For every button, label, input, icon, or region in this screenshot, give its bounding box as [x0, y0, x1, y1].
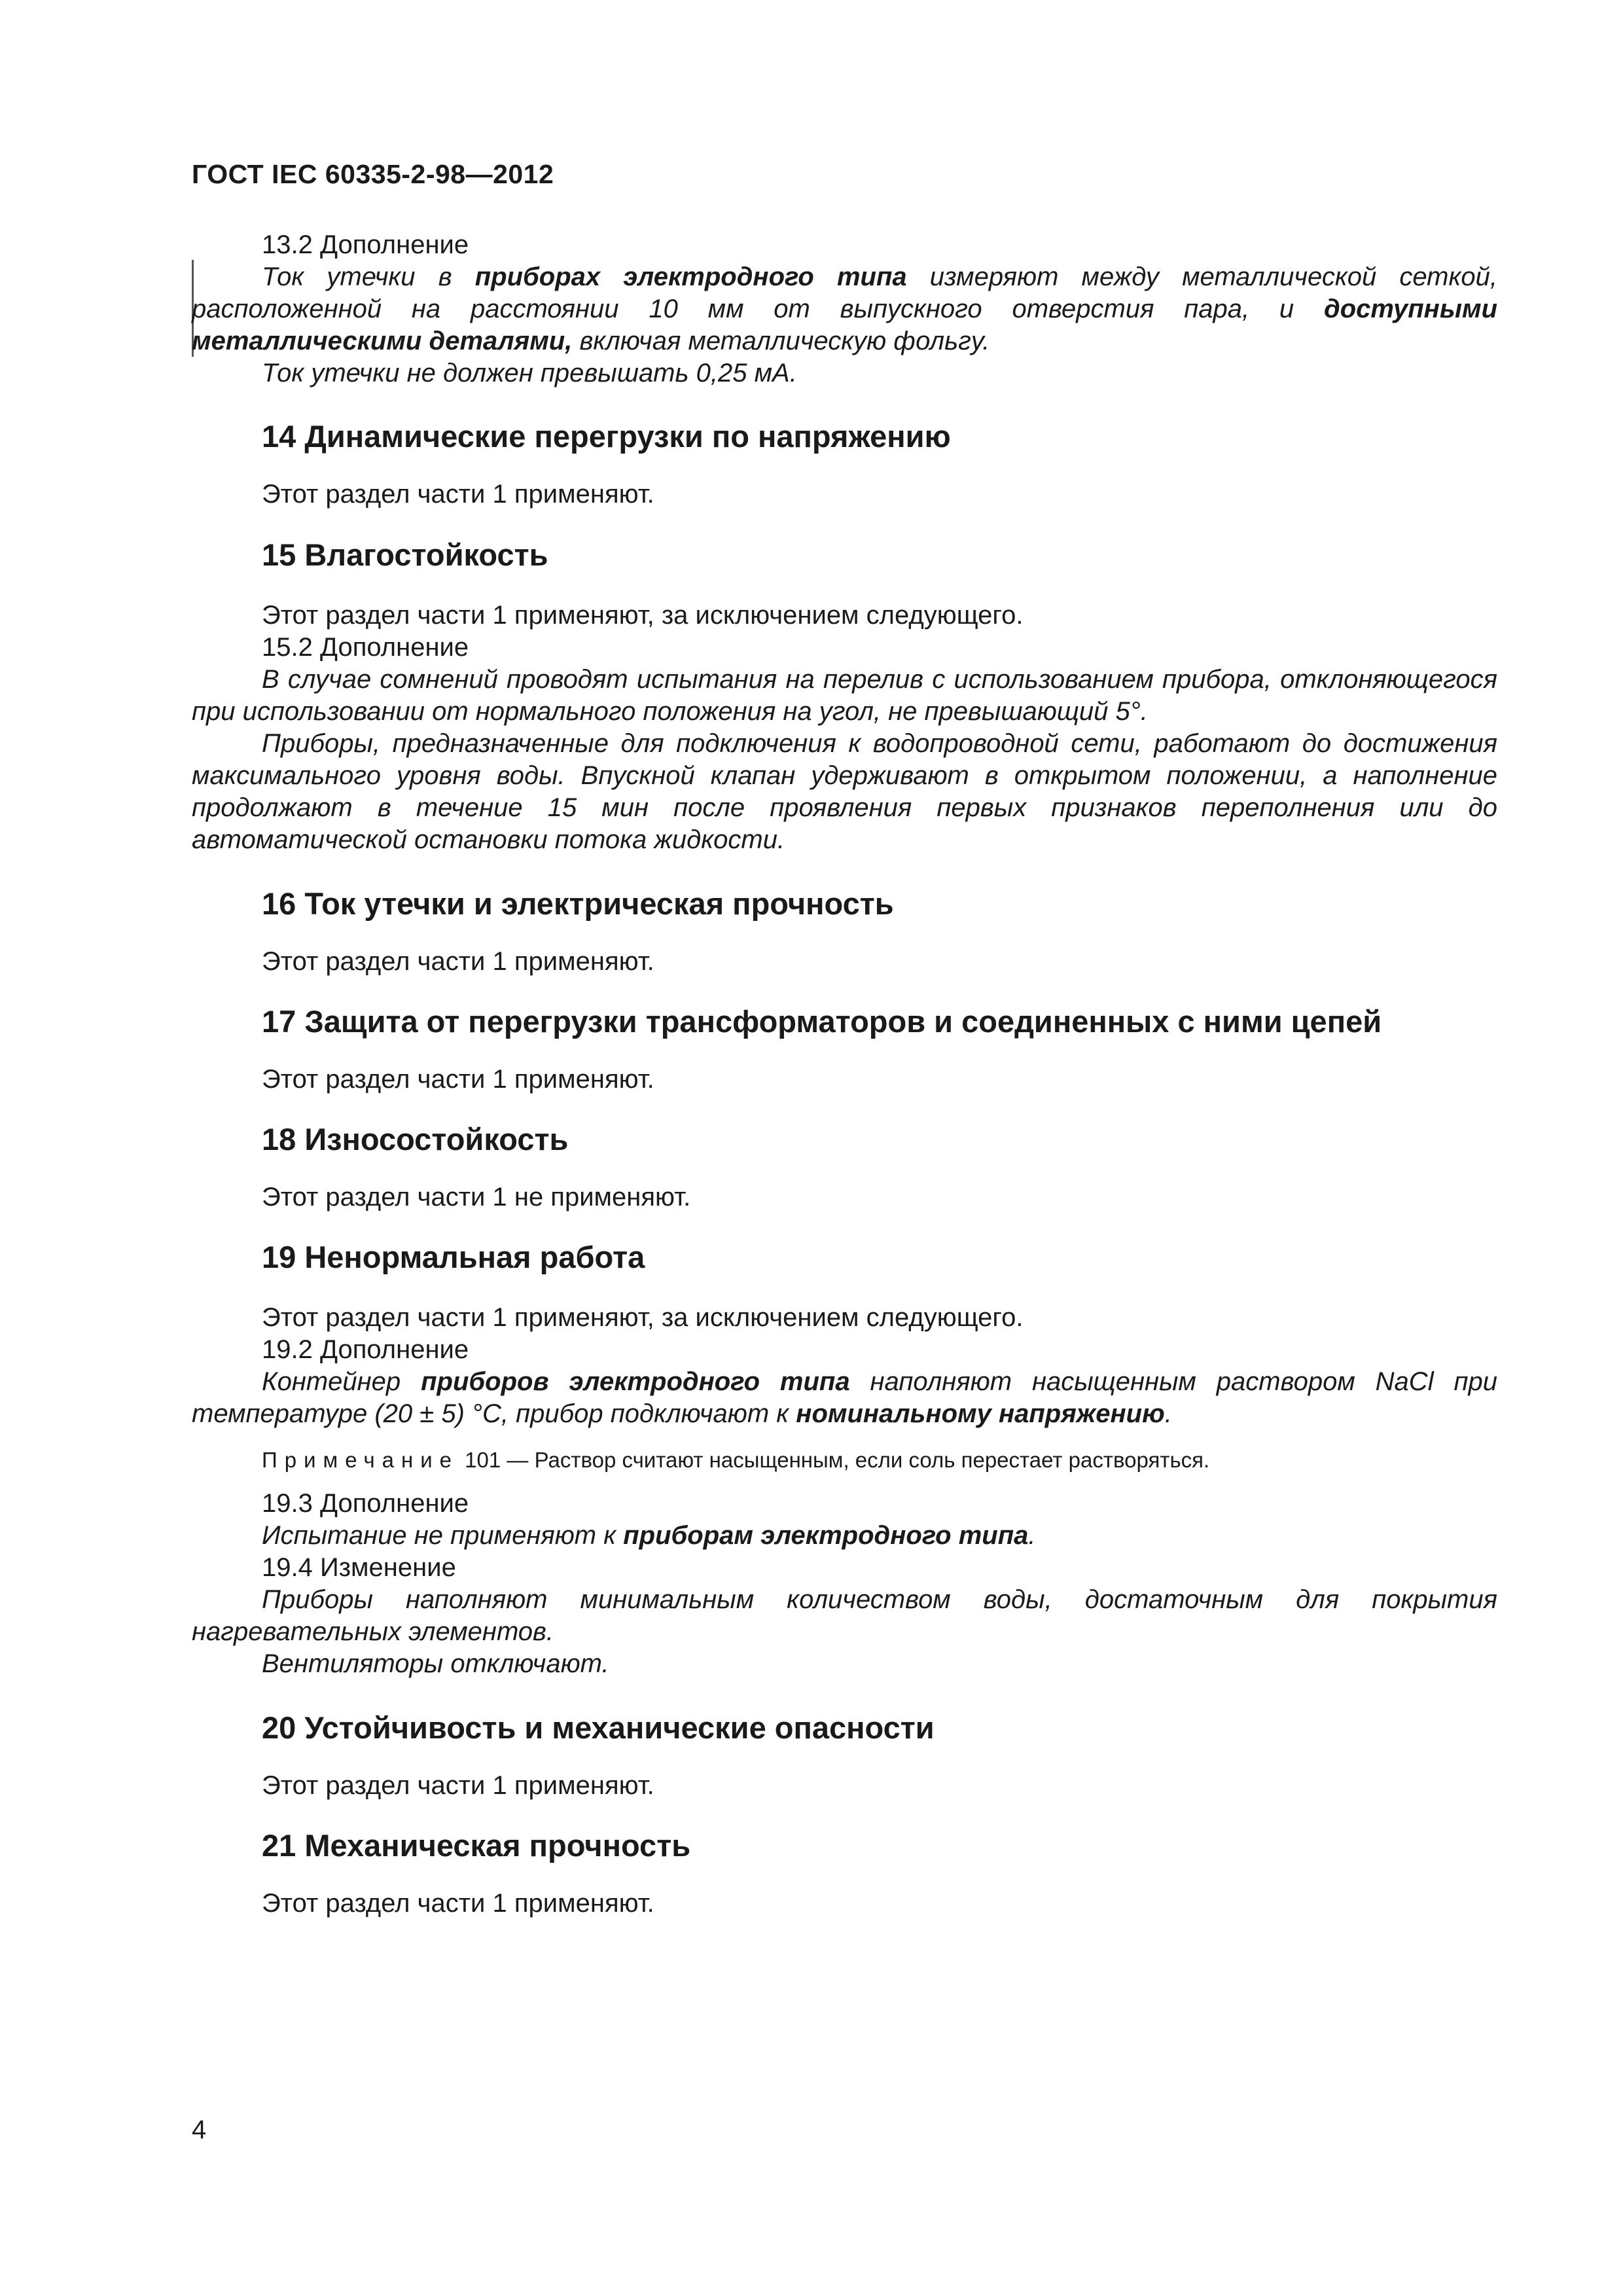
section-19-text: Этот раздел части 1 применяют, за исключением следующего. — [262, 1303, 1024, 1332]
text-run: . — [1164, 1399, 1172, 1428]
term-bold: приборах электродного типа — [474, 262, 907, 291]
term-bold: номинальному напряжению — [796, 1399, 1165, 1428]
section-15-text: Этот раздел части 1 применяют, за исключением следующего. — [262, 601, 1024, 630]
note-label: Примечание — [262, 1448, 459, 1472]
section-21-title: 21 Механическая прочность — [262, 1828, 691, 1863]
text-run: измеряют между металлической сеткой, расположенной на расстоянии 10 мм от выпускного отверстия пара, и — [192, 262, 1497, 323]
text-run: Контейнер — [262, 1367, 421, 1396]
paragraph-15-2-2: Приборы, предназначенные для подключения к водопроводной сети, работают до достижения максимального уровня воды. Впускной клапан удерживают в открытом положении, а наполнение продолжают в течение 15 мин после проявления первых признаков переполнения или до автоматической остановки потока жидкости. — [192, 729, 1497, 854]
paragraph-19-4-1: Приборы наполняют минимальным количеством воды, достаточным для покрытия нагревательных элементов. — [192, 1585, 1497, 1646]
note-101 — [192, 1446, 1497, 1475]
term-bold: приборов электродного типа — [421, 1367, 850, 1396]
subsection-19-4: 19.4 Изменение — [262, 1553, 456, 1582]
document-body — [192, 229, 1497, 1920]
paragraph-13-2-2: Ток утечки не должен превышать 0,25 мА. — [262, 359, 797, 387]
page-number: 4 — [192, 2115, 207, 2144]
section-17-title: 17 Защита от перегрузки трансформаторов и соединенных с ними цепей — [262, 1004, 1382, 1039]
subsection-15-2: 15.2 Дополнение — [262, 633, 469, 662]
section-17-text: Этот раздел части 1 применяют. — [262, 1065, 654, 1094]
section-15-title: 15 Влагостойкость — [262, 537, 548, 572]
paragraph-19-2 — [192, 1366, 1497, 1430]
section-14-text: Этот раздел части 1 применяют. — [262, 480, 654, 509]
section-21-text: Этот раздел части 1 применяют. — [262, 1889, 654, 1918]
subsection-13-2: 13.2 Дополнение — [262, 230, 469, 259]
text-run: . — [1028, 1521, 1036, 1550]
section-18-title: 18 Износостойкость — [262, 1122, 569, 1157]
text-run: включая металлическую фольгу. — [572, 327, 990, 355]
text-run: Испытание не применяют к — [262, 1521, 624, 1550]
subsection-19-2: 19.2 Дополнение — [262, 1335, 469, 1364]
text-run: Ток утечки в — [262, 262, 475, 291]
term-bold: доступными металлическими деталями, — [192, 295, 1497, 355]
section-16-title: 16 Ток утечки и электрическая прочность — [262, 886, 894, 921]
paragraph-19-4-2: Вентиляторы отключают. — [262, 1649, 609, 1678]
document-header: ГОСТ IEC 60335-2-98—2012 — [192, 159, 554, 189]
section-18-text: Этот раздел части 1 не применяют. — [262, 1183, 691, 1211]
paragraph-15-2-1: В случае сомнений проводят испытания на перелив с использованием прибора, отклоняющегося при использовании от нормального положения на угол, не превышающий 5°. — [192, 665, 1497, 726]
term-bold: приборам электродного типа — [623, 1521, 1029, 1550]
section-14-title: 14 Динамические перегрузки по напряжению — [262, 419, 951, 454]
paragraph-19-3 — [192, 1520, 1497, 1552]
note-text: 101 — Раствор считают насыщенным, если соль перестает растворяться. — [459, 1448, 1210, 1472]
section-16-text: Этот раздел части 1 применяют. — [262, 947, 654, 976]
subsection-19-3: 19.3 Дополнение — [262, 1489, 469, 1518]
paragraph-13-2-1 — [192, 261, 1497, 357]
section-19-title: 19 Ненормальная работа — [262, 1240, 645, 1274]
section-20-title: 20 Устойчивость и механические опасности — [262, 1710, 935, 1745]
text-run: наполняют насыщенным раствором NaCl при температуре (20 ± 5) °С, прибор подключают к — [192, 1367, 1497, 1428]
section-20-text: Этот раздел части 1 применяют. — [262, 1771, 654, 1800]
